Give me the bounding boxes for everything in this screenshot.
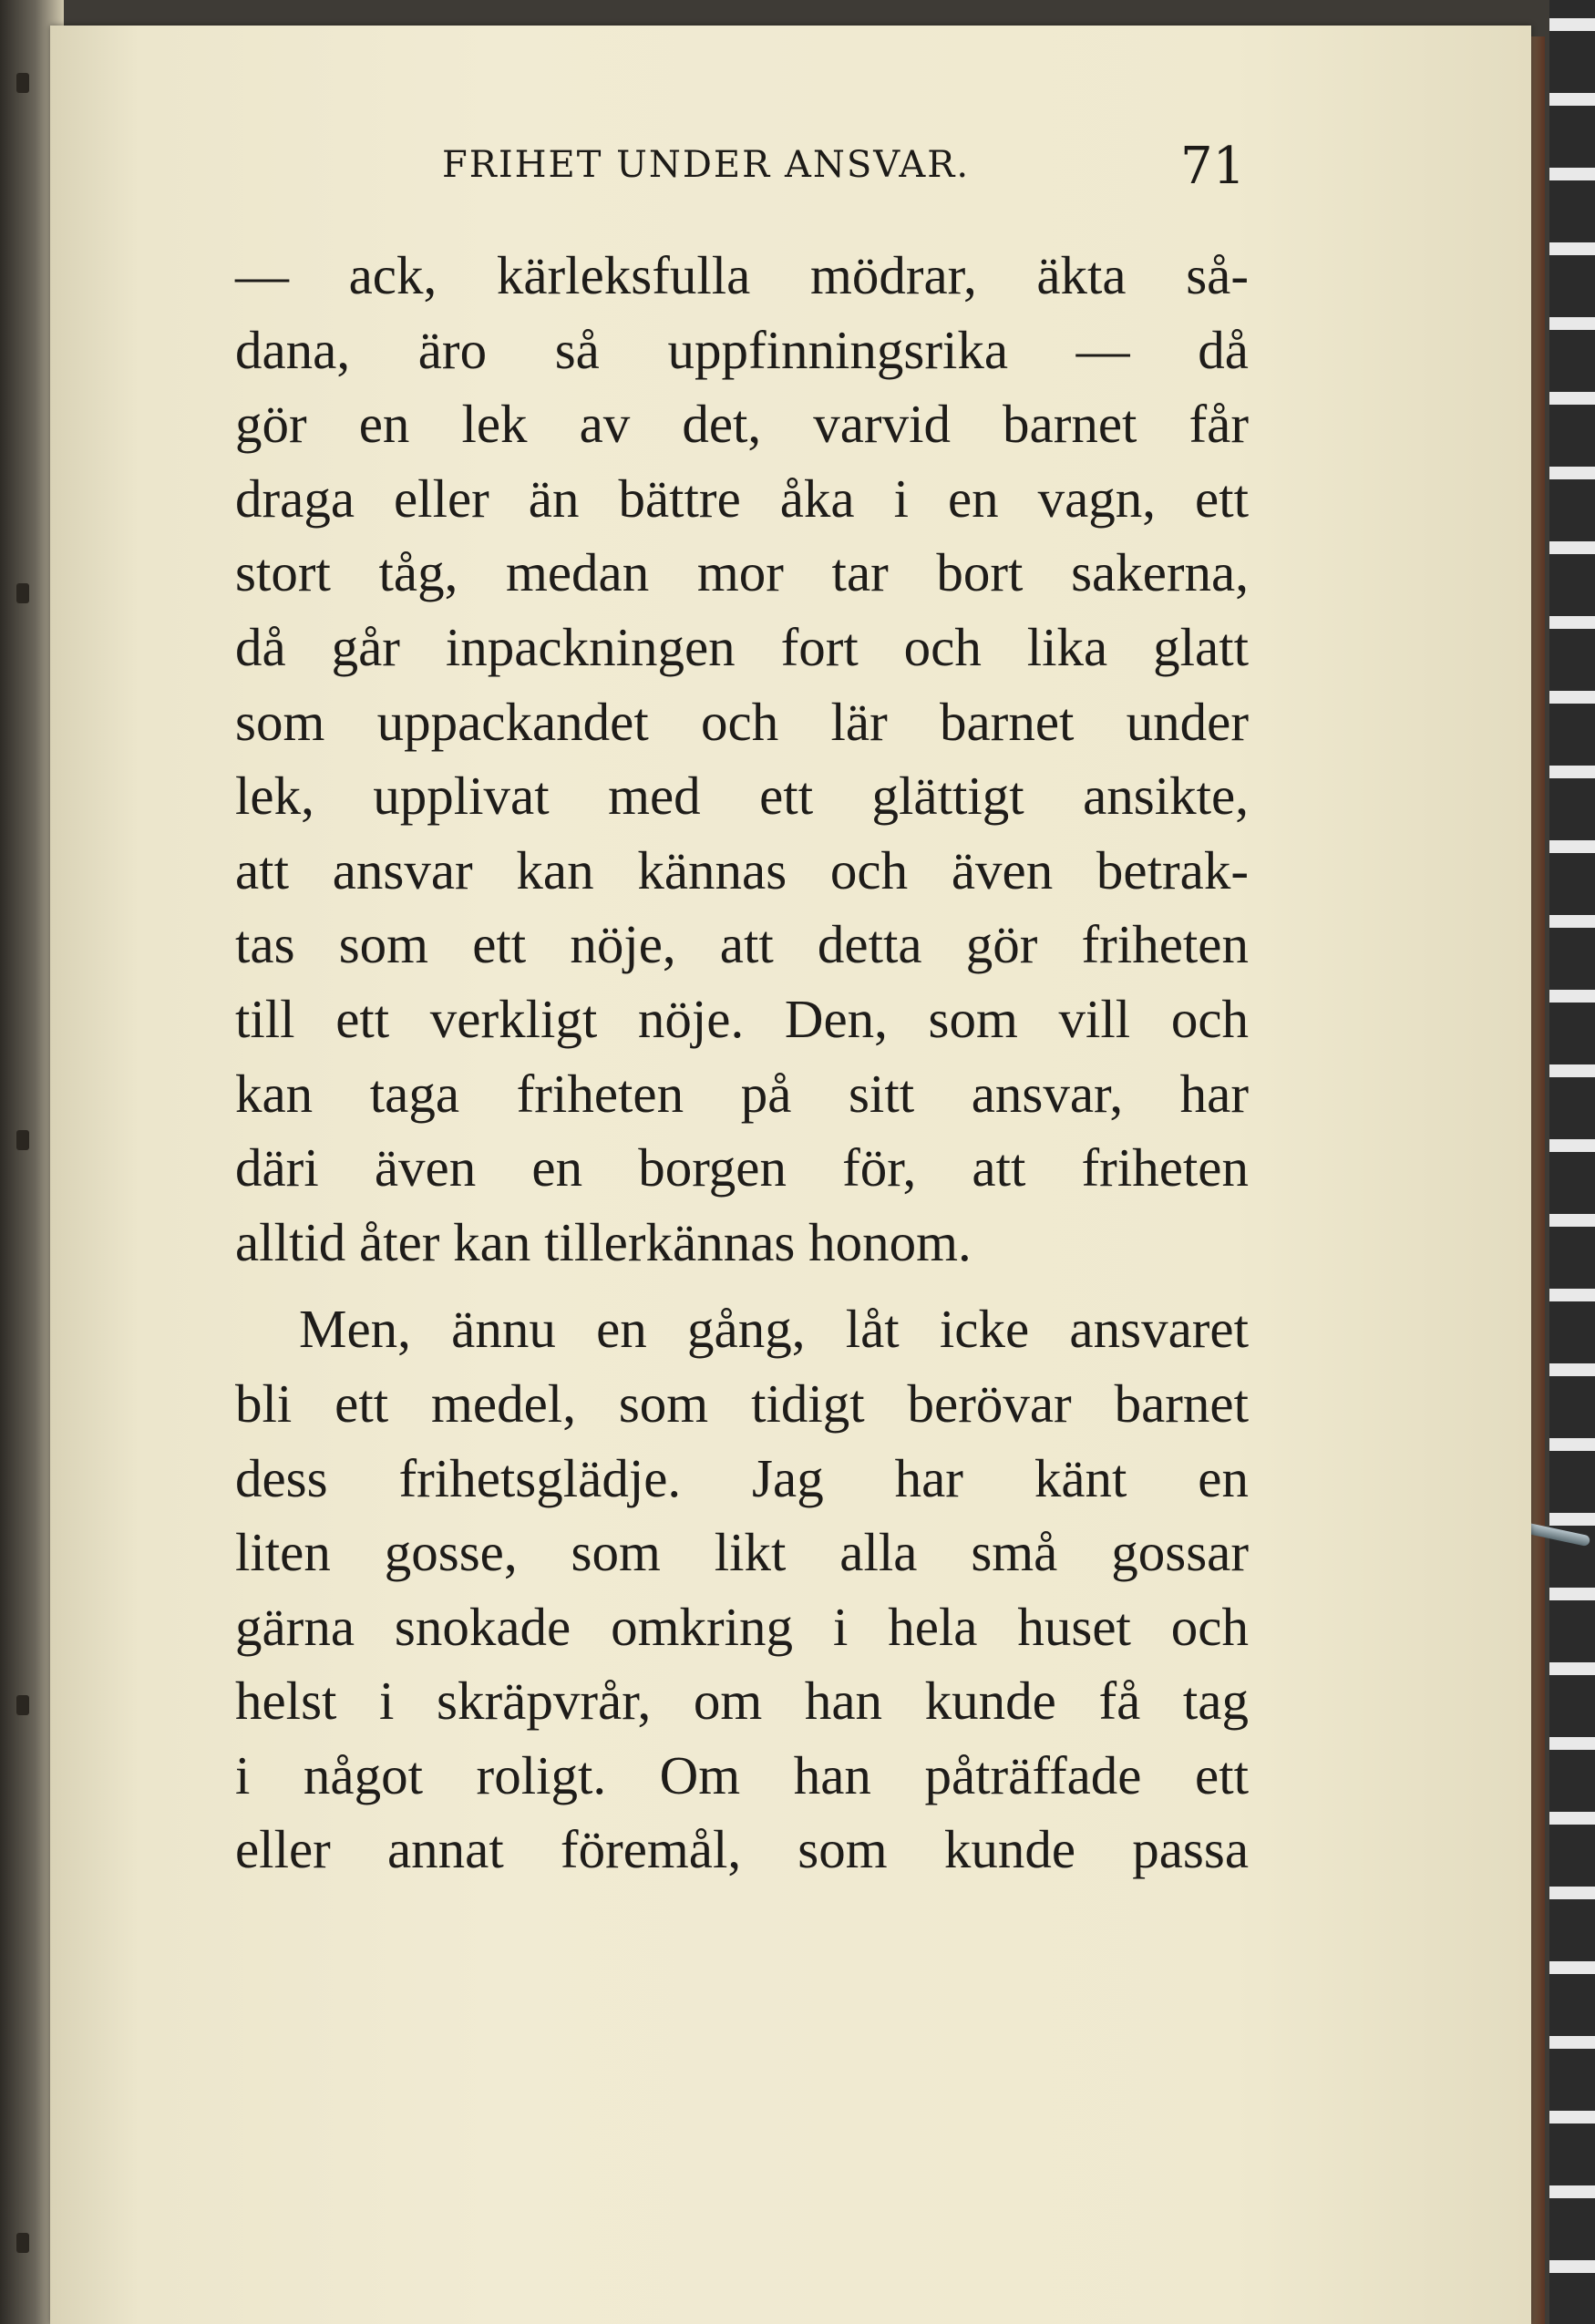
text-line: helst i skräpvrår, om han kunde få tag xyxy=(235,1671,1249,1732)
ruler-tick xyxy=(1549,18,1595,31)
ruler-tick xyxy=(1549,1363,1595,1376)
ruler-tick xyxy=(1549,1662,1595,1675)
binding-thread-mark xyxy=(16,2233,29,2253)
ruler-tick xyxy=(1549,616,1595,629)
text-line: tas som ett nöje, att detta gör friheten xyxy=(235,914,1249,975)
ruler-tick xyxy=(1549,168,1595,180)
ruler-tick xyxy=(1549,1214,1595,1227)
ruler-tick xyxy=(1549,2260,1595,2273)
ruler-tick xyxy=(1549,317,1595,330)
ruler-tick xyxy=(1549,1438,1595,1451)
ruler-tick xyxy=(1549,2111,1595,2123)
ruler-tick xyxy=(1549,1289,1595,1301)
text-line: dess frihetsglädje. Jag har känt en xyxy=(235,1447,1249,1508)
paragraph-gap xyxy=(235,1280,1249,1292)
text-line: till ett verkligt nöje. Den, som vill och xyxy=(235,988,1249,1049)
text-line: bli ett medel, som tidigt berövar barnet xyxy=(235,1373,1249,1434)
ruler-tick xyxy=(1549,990,1595,1003)
text-line: Men, ännu en gång, låt icke ansvaret xyxy=(299,1299,1249,1360)
binding-thread-mark xyxy=(16,1695,29,1715)
body-text xyxy=(235,239,1249,1887)
ruler-tick xyxy=(1549,1737,1595,1750)
page-number: 71 xyxy=(1180,137,1246,196)
text-line: att ansvar kan kännas och även betrak- xyxy=(235,839,1249,900)
text-line: lek, upplivat med ett glättigt ansikte, xyxy=(235,766,1249,827)
text-line: dana, äro så uppfinningsrika — då xyxy=(235,319,1249,380)
ruler-tick xyxy=(1549,93,1595,106)
ruler-tick xyxy=(1549,242,1595,255)
ruler-tick xyxy=(1549,1812,1595,1825)
text-line: kan taga friheten på sitt ansvar, har xyxy=(235,1063,1249,1124)
text-line: i något roligt. Om han påträffade ett xyxy=(235,1744,1249,1805)
ruler-tick xyxy=(1549,766,1595,778)
text-line: alltid åter kan tillerkännas honom. xyxy=(235,1211,972,1272)
ruler-tick xyxy=(1549,691,1595,704)
ruler-tick xyxy=(1549,2036,1595,2049)
binding-thread-mark xyxy=(16,583,29,603)
running-head: FRIHET UNDER ANSVAR. xyxy=(442,144,971,186)
ruler-tick xyxy=(1549,2185,1595,2198)
ruler-tick xyxy=(1549,1961,1595,1974)
ruler-tick xyxy=(1549,1513,1595,1526)
text-line: gärna snokade omkring i hela huset och xyxy=(235,1596,1249,1657)
binding-thread-mark xyxy=(16,73,29,93)
text-line: gör en lek av det, varvid barnet får xyxy=(235,394,1249,455)
ruler-tick xyxy=(1549,467,1595,479)
ruler-tick xyxy=(1549,392,1595,405)
text-line: däri även en borgen för, att friheten xyxy=(235,1137,1249,1198)
ruler-tick xyxy=(1549,541,1595,554)
scale-ruler xyxy=(1549,0,1595,2324)
text-line: stort tåg, medan mor tar bort sakerna, xyxy=(235,542,1249,603)
text-line: draga eller än bättre åka i en vagn, ett xyxy=(235,468,1249,529)
ruler-tick xyxy=(1549,1064,1595,1077)
ruler-tick xyxy=(1549,915,1595,928)
ruler-tick xyxy=(1549,1887,1595,1899)
text-line: som uppackandet och lär barnet under xyxy=(235,691,1249,752)
text-line: liten gosse, som likt alla små gossar xyxy=(235,1522,1249,1583)
binding-thread-mark xyxy=(16,1130,29,1150)
text-line: — ack, kärleksfulla mödrar, äkta så- xyxy=(235,245,1249,305)
ruler-tick xyxy=(1549,840,1595,853)
ruler-tick xyxy=(1549,1588,1595,1600)
text-line: eller annat föremål, som kunde passa xyxy=(235,1819,1249,1880)
text-line: då går inpackningen fort och lika glatt xyxy=(235,616,1249,677)
ruler-tick xyxy=(1549,1139,1595,1152)
